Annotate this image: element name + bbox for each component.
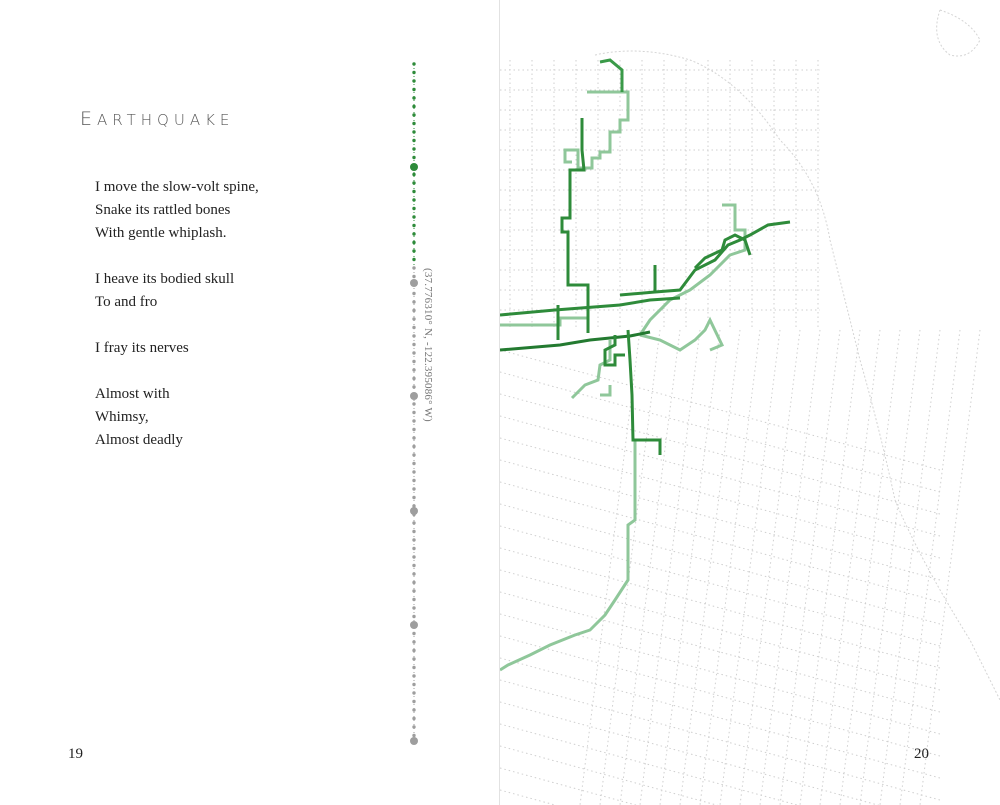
street-line — [500, 416, 940, 536]
timeline-dot — [412, 538, 415, 541]
timeline-dot — [412, 419, 415, 422]
timeline-dot — [412, 326, 415, 329]
timeline-dot — [412, 317, 415, 320]
poem-line: I fray its nerves — [95, 340, 189, 356]
island-path — [937, 10, 980, 56]
timeline-dot — [412, 181, 415, 184]
street-line — [500, 548, 940, 668]
timeline-major-dot — [410, 279, 418, 287]
timeline-dot — [412, 402, 415, 405]
poem-line: Almost deadly — [95, 432, 183, 448]
timeline-dot — [412, 708, 415, 711]
timeline-dot — [412, 606, 415, 609]
shoreline-path — [595, 51, 1000, 700]
timeline-dot — [412, 453, 415, 456]
timeline-dot — [412, 113, 415, 116]
poem-line: Whimsy, — [95, 409, 149, 425]
street-line — [500, 482, 940, 602]
timeline-dot — [412, 275, 415, 278]
timeline-dot — [412, 632, 415, 635]
street-line — [500, 768, 940, 805]
street-line — [840, 330, 900, 805]
timeline-dot — [412, 487, 415, 490]
timeline-dot — [412, 521, 415, 524]
timeline-dot — [412, 572, 415, 575]
timeline-dot — [412, 411, 415, 414]
timeline-major-dot — [410, 507, 418, 515]
street-line — [500, 350, 940, 470]
timeline-dot — [412, 564, 415, 567]
route-dark-north-tip — [600, 60, 622, 92]
timeline-dot — [412, 62, 415, 65]
timeline-dot — [412, 683, 415, 686]
page-number-right: 20 — [914, 746, 929, 762]
timeline-dot — [412, 615, 415, 618]
timeline-major-dot — [410, 392, 418, 400]
poem-line: Almost with — [95, 386, 170, 402]
timeline-dot — [412, 96, 415, 99]
timeline-dot — [412, 215, 415, 218]
timeline-dot — [412, 300, 415, 303]
timeline-dot — [412, 258, 415, 261]
timeline-dot — [412, 156, 415, 159]
timeline-dot — [412, 334, 415, 337]
route-light-spur — [600, 385, 610, 395]
timeline-dot — [412, 224, 415, 227]
street-line — [720, 330, 780, 805]
timeline-dot — [412, 292, 415, 295]
timeline-dot — [412, 368, 415, 371]
poem-line: I heave its bodied skull — [95, 271, 235, 287]
timeline-dot — [412, 71, 415, 74]
street-line — [500, 702, 940, 805]
timeline-dot — [412, 139, 415, 142]
timeline-dot — [412, 691, 415, 694]
street-line — [900, 330, 960, 805]
timeline-dot — [412, 130, 415, 133]
timeline-dot — [412, 343, 415, 346]
coastline — [595, 10, 1000, 700]
timeline-dot — [412, 207, 415, 210]
timeline-major-dot — [410, 737, 418, 745]
street-line — [660, 330, 720, 805]
route-light-north — [565, 92, 628, 168]
timeline-dot — [412, 198, 415, 201]
street-line — [500, 658, 940, 778]
timeline-dot — [412, 385, 415, 388]
timeline-dot — [412, 232, 415, 235]
timeline-dot — [412, 173, 415, 176]
timeline-major-dot — [410, 163, 418, 171]
timeline-dot — [412, 640, 415, 643]
coordinates-label: (37.776310° N, -122.395086° W) — [422, 268, 434, 422]
street-line — [500, 372, 940, 492]
timeline-dot — [412, 249, 415, 252]
timeline-dot — [412, 428, 415, 431]
timeline-dot — [412, 266, 415, 269]
street-line — [500, 680, 940, 800]
route-dark-south — [628, 330, 660, 455]
route-light-west — [500, 318, 588, 328]
timeline-dot — [412, 479, 415, 482]
timeline-dot — [412, 105, 415, 108]
timeline-dot — [412, 657, 415, 660]
timeline-dot — [412, 496, 415, 499]
street-line — [880, 330, 940, 805]
timeline-dot — [412, 674, 415, 677]
timeline-dot — [412, 470, 415, 473]
street-line — [500, 438, 940, 558]
timeline-dot — [412, 581, 415, 584]
timeline-dot — [412, 436, 415, 439]
timeline-dot — [412, 360, 415, 363]
street-line — [500, 592, 940, 712]
timeline-dot — [412, 351, 415, 354]
street-line — [920, 330, 980, 805]
poem-title-text: EARTHQUAKE — [80, 108, 235, 130]
transit-routes — [500, 60, 790, 670]
poem-line: Snake its rattled bones — [95, 202, 231, 218]
page-number-left: 19 — [68, 746, 83, 762]
timeline-dot — [412, 700, 415, 703]
timeline-dot — [412, 462, 415, 465]
street-line — [500, 790, 940, 805]
street-line — [700, 330, 760, 805]
poem-line: I move the slow-volt spine, — [95, 179, 259, 195]
city-map — [500, 0, 1000, 805]
street-line — [860, 330, 920, 805]
timeline-dot — [412, 309, 415, 312]
timeline-dot — [412, 725, 415, 728]
timeline-dot — [412, 377, 415, 380]
timeline-dot — [412, 555, 415, 558]
timeline-dot — [412, 79, 415, 82]
timeline-dot — [412, 589, 415, 592]
left-page — [0, 0, 499, 805]
street-grid — [500, 60, 980, 805]
timeline-dot — [412, 445, 415, 448]
route-light-east — [640, 320, 722, 350]
timeline-dot — [412, 598, 415, 601]
poem-line: To and fro — [95, 294, 158, 310]
timeline-dot — [412, 530, 415, 533]
timeline-dot — [412, 241, 415, 244]
timeline-dot — [412, 147, 415, 150]
street-line — [500, 504, 940, 624]
timeline-dot — [412, 122, 415, 125]
timeline-dot — [412, 88, 415, 91]
street-line — [500, 526, 940, 646]
timeline-dot — [412, 649, 415, 652]
timeline-dot — [412, 190, 415, 193]
street-line — [500, 746, 940, 805]
street-line — [500, 460, 940, 580]
timeline-dots — [410, 62, 418, 745]
timeline-major-dot — [410, 621, 418, 629]
street-line — [800, 330, 860, 805]
route-light-south — [500, 440, 635, 670]
poem-line: With gentle whiplash. — [95, 225, 227, 241]
street-line — [820, 330, 880, 805]
timeline-dot — [412, 734, 415, 737]
street-line — [760, 330, 820, 805]
route-dark-west-2 — [500, 298, 680, 315]
timeline-dot — [412, 717, 415, 720]
street-line — [640, 330, 700, 805]
street-line — [500, 570, 940, 690]
street-line — [740, 330, 800, 805]
right-page — [500, 0, 1000, 805]
timeline-dot — [412, 547, 415, 550]
street-line — [500, 614, 940, 734]
street-line — [780, 330, 840, 805]
timeline-dot — [412, 666, 415, 669]
street-line — [500, 636, 940, 756]
